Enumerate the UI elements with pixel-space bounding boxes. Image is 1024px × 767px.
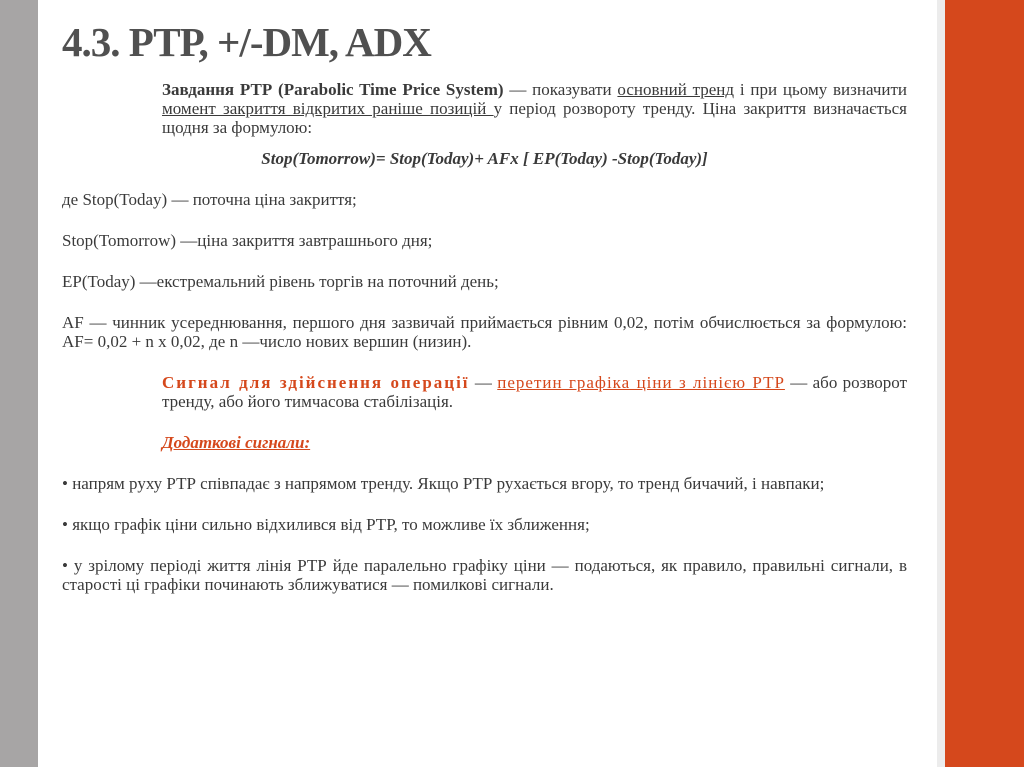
slide-content bbox=[62, 80, 907, 594]
extra-signals-title: Додаткові сигнали: bbox=[162, 433, 311, 452]
slide-title: 4.3. РТР, +/-DM, ADX bbox=[62, 19, 431, 65]
bullet-item-3: • у зрілому періоді життя лінія РТР йде паралельно графіку ціни — подаються, як правило, правильні сигнали, в старості ці графіки починають зближуватися — помилкові сигнали. bbox=[62, 556, 907, 594]
definition-stop-today: де Stop(Today) — поточна ціна закриття; bbox=[62, 190, 357, 209]
signal-link[interactable]: перетин графіка ціни з лінією РТР bbox=[497, 373, 785, 392]
intro-underline-1: основний тренд bbox=[617, 80, 735, 99]
left-accent-bar bbox=[0, 0, 38, 767]
signal-dash: — bbox=[469, 373, 498, 392]
intro-paragraph bbox=[62, 80, 907, 137]
intro-text-3: у період розвороту тренду. Ціна закриття визначається щодня за формулою: bbox=[162, 99, 907, 137]
signal-rest: — або розворот тренду, або його тимчасова стабілізація. bbox=[162, 373, 907, 411]
intro-lead: Завдання РТР (Parabolic Time Price System) bbox=[162, 80, 504, 99]
signal-title: Сигнал для здійснення операції bbox=[162, 373, 470, 392]
intro-text-2: і при цьому визначити bbox=[734, 80, 907, 99]
formula: Stop(Tomorrow)= Stop(Today)+ AFx [ EP(Today) -Stop(Today)] bbox=[261, 149, 708, 168]
definition-stop-tomorrow: Stop(Tomorrow) —ціна закриття завтрашнього дня; bbox=[62, 231, 433, 250]
signal-paragraph bbox=[62, 373, 907, 411]
right-divider-strip bbox=[937, 0, 945, 767]
intro-text-1: — показувати bbox=[503, 80, 618, 99]
definition-af: AF — чинник усереднювання, першого дня зазвичай приймається рівним 0,02, потім обчислюється за формулою: AF= 0,02 + n х 0,02, де n —число нових вершин (низин). bbox=[62, 313, 907, 351]
bullet-item-1: • напрям руху РТР співпадає з напрямом тренду. Якщо РТР рухається вгору, то тренд бичачий, і навпаки; bbox=[62, 474, 825, 493]
extra-signals-heading bbox=[62, 433, 907, 452]
right-accent-bar bbox=[945, 0, 1024, 767]
definition-ep-today: ЕР(Today) —екстремальний рівень торгів на поточний день; bbox=[62, 272, 499, 291]
bullet-item-2: • якщо графік ціни сильно відхилився від РТР, то можливе їх зближення; bbox=[62, 515, 590, 534]
intro-underline-2: момент закриття відкритих раніше позицій bbox=[162, 99, 494, 118]
